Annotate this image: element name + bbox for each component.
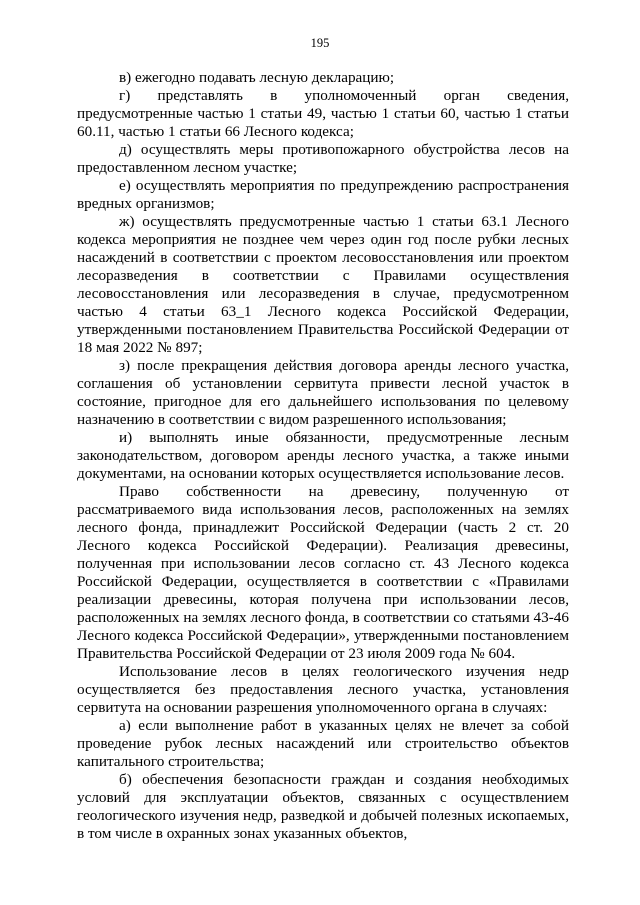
paragraph-item-i: и) выполнять иные обязанности, предусмотренные лесным законодательством, договором аренды лесного участка, а также иными документами, на основании которых осуществляется использование лесов. bbox=[77, 429, 569, 482]
paragraph-case-a: а) если выполнение работ в указанных целях не влечет за собой проведение рубок лесных насаждений или строительство объектов капитального строительства; bbox=[77, 717, 569, 770]
paragraph-item-z: з) после прекращения действия договора аренды лесного участка, соглашения об установлении сервитута привести лесной участок в состояние, пригодное для его дальнейшего использования по целевому назначению в соответствии с видом разрешенного использования; bbox=[77, 357, 569, 428]
paragraph-timber-ownership: Право собственности на древесину, полученную от рассматриваемого вида использования лесов, расположенных на землях лесного фонда, принадлежит Российской Федерации (часть 2 ст. 20 Лесного кодекса Российской Федерации). Реализация древесины, полученная при использовании лесов согласно ст. 43 Лесного кодекса Российской Федерации, осуществляется в соответствии с «Правилами реализации древесины, которая получена при использовании лесов, расположенных на землях лесного фонда, в соответствии со статьями 43-46 Лесного кодекса Российской Федерации», утвержденными постановлением Правительства Российской Федерации от 23 июля 2009 года № 604. bbox=[77, 483, 569, 662]
paragraph-geological-study: Использование лесов в целях геологического изучения недр осуществляется без предоставления лесного участка, установления сервитута на основании разрешения уполномоченного органа в случаях: bbox=[77, 663, 569, 716]
page-number: 195 bbox=[310, 36, 330, 50]
paragraph-item-zh: ж) осуществлять предусмотренные частью 1 статьи 63.1 Лесного кодекса мероприятия не позднее чем через один год после рубки лесных насаждений в соответствии с проектом лесовосстановления или проектом лесоразведения в соответствии с Правилами осуществления лесовосстановления или лесоразведения в случае, предусмотренном частью 4 статьи 63_1 Лесного кодекса Российской Федерации, утвержденными постановлением Правительства Российской Федерации от 18 мая 2022 № 897; bbox=[77, 213, 569, 356]
paragraph-case-b: б) обеспечения безопасности граждан и создания необходимых условий для эксплуатации объектов, связанных с осуществлением геологического изучения недр, разведкой и добычей полезных ископаемых, в том числе в охранных зонах указанных объектов, bbox=[77, 771, 569, 842]
paragraph-item-v: в) ежегодно подавать лесную декларацию; bbox=[119, 69, 395, 86]
paragraph-item-d: д) осуществлять меры противопожарного обустройства лесов на предоставленном лесном участке; bbox=[77, 141, 569, 176]
paragraph-item-e: е) осуществлять мероприятия по предупреждению распространения вредных организмов; bbox=[77, 177, 569, 212]
paragraph-item-g: г) представлять в уполномоченный орган сведения, предусмотренные частью 1 статьи 49, частью 1 статьи 60, частью 1 статьи 60.11, частью 1 статьи 66 Лесного кодекса; bbox=[77, 87, 569, 140]
document-body bbox=[77, 69, 569, 843]
